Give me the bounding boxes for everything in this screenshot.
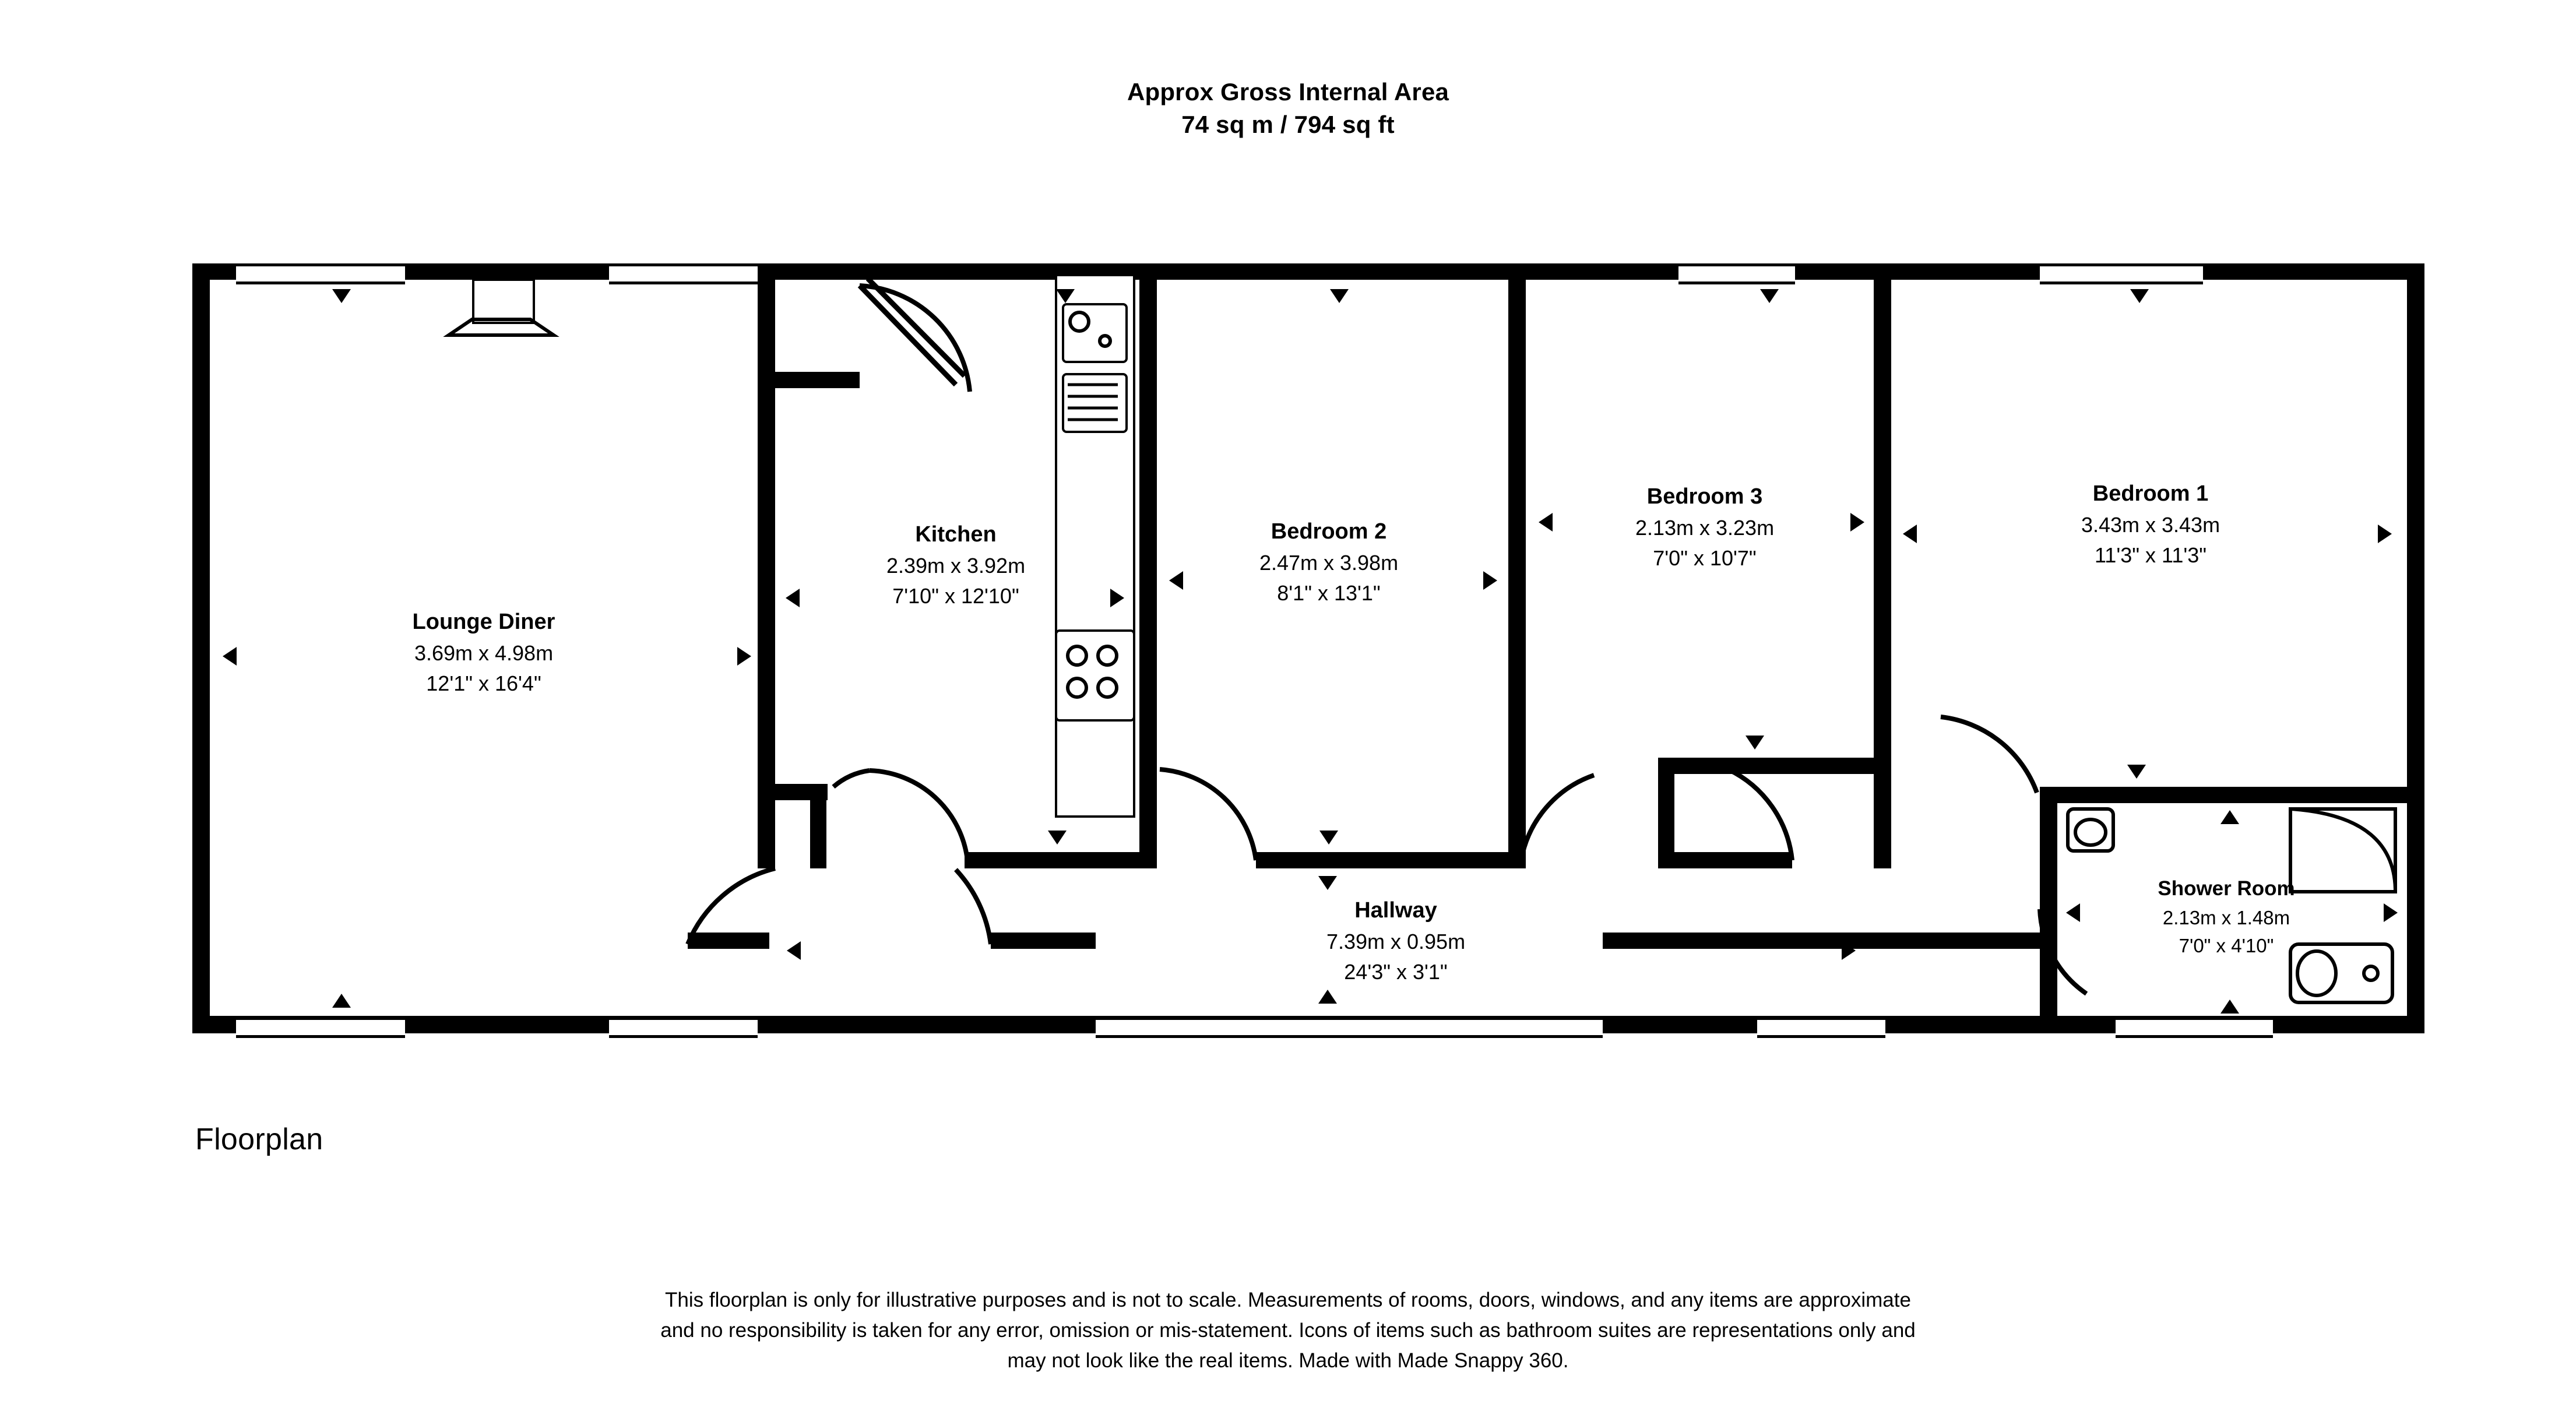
door-swing-entrance <box>860 286 970 392</box>
arrow-bedroom3-top <box>1760 289 1779 303</box>
window-lounge-bottom <box>236 1017 405 1038</box>
arrow-kitchen-bottom <box>1048 831 1067 845</box>
arrow-lounge-top <box>332 289 351 303</box>
room-name: Lounge Diner <box>412 610 555 634</box>
header-line-2: 74 sq m / 794 sq ft <box>1181 111 1395 138</box>
room-name: Kitchen <box>915 522 997 547</box>
door-swing-bedroom2 <box>1160 769 1256 860</box>
disclaimer-line-1: This floorplan is only for illustrative purposes and is not to scale. Measurements of rooms, doors, windows, and any items are approximate <box>665 1289 1911 1311</box>
door-swing-bedroom1 <box>1941 717 2037 793</box>
arrow-hallway-bottom <box>1318 990 1337 1004</box>
room-dimension-imperial: 24'3" x 3'1" <box>1344 960 1448 984</box>
floorplan-title: Floorplan <box>195 1123 323 1156</box>
arrow-bedroom1-bottom <box>2127 765 2146 779</box>
room-dimension-imperial: 11'3" x 11'3" <box>2094 543 2207 568</box>
wall-hall-mid-stub <box>991 933 1096 949</box>
wall-bedroom1-shower <box>2040 787 2424 803</box>
door-swing-store <box>833 770 870 787</box>
window-hall-bottom-2 <box>1096 1017 1603 1038</box>
room-label-bedroom-3 <box>1533 481 1877 573</box>
room-label-kitchen <box>775 519 1136 611</box>
arrow-shower-right <box>2384 903 2398 922</box>
room-dimension-imperial: 7'0" x 4'10" <box>2179 934 2274 956</box>
room-label-shower-room <box>2075 874 2378 959</box>
window-shower-bottom <box>2116 1017 2273 1038</box>
arrow-hallway-top <box>1318 876 1337 890</box>
door-swing-cupboard <box>1728 769 1792 860</box>
arrow-shower-top <box>2220 810 2239 824</box>
room-dimension-metric: 2.13m x 3.23m <box>1635 516 1775 540</box>
window-lounge-top <box>236 263 405 284</box>
disclaimer-text <box>0 1285 2576 1376</box>
arrow-bedroom2-top <box>1330 289 1349 303</box>
wall-hall-shower-stub <box>2040 933 2057 1033</box>
room-dimension-metric: 3.69m x 4.98m <box>414 641 554 666</box>
arrow-lounge-right <box>737 647 751 666</box>
wall-lounge-kitchen <box>758 263 775 867</box>
wall-kitchen-bottom <box>965 852 1157 868</box>
room-dimension-imperial: 7'10" x 12'10" <box>892 584 1019 608</box>
room-name: Shower Room <box>2158 877 2295 900</box>
window-bedroom1-bottom <box>1757 1017 1885 1038</box>
disclaimer-line-3: may not look like the real items. Made with Made Snappy 360. <box>1007 1349 1569 1372</box>
door-swing-kitchen <box>870 770 967 860</box>
door-leaf-entrance-2 <box>868 279 965 376</box>
lounge-fireplace <box>472 279 535 324</box>
room-dimension-imperial: 8'1" x 13'1" <box>1277 581 1381 606</box>
basin-icon <box>2068 809 2113 851</box>
room-name: Bedroom 2 <box>1271 519 1387 544</box>
room-dimension-metric: 2.47m x 3.98m <box>1259 551 1399 575</box>
wall-bedroom3-bottom <box>1658 758 1891 774</box>
arrow-bedroom1-top <box>2130 289 2149 303</box>
arrow-bedroom3-bottom <box>1746 736 1764 750</box>
header-line-1: Approx Gross Internal Area <box>1127 78 1449 105</box>
kitchen-sink <box>1062 303 1128 363</box>
room-name: Bedroom 1 <box>2092 481 2209 506</box>
window-hall-bottom-1 <box>609 1017 758 1038</box>
disclaimer-line-2: and no responsibility is taken for any error, omission or mis-statement. Icons of items such as bathroom suites are representations only and <box>660 1319 1916 1342</box>
arrow-bedroom1-left <box>1903 525 1917 543</box>
room-dimension-metric: 3.43m x 3.43m <box>2081 513 2220 537</box>
room-label-bedroom-2 <box>1160 516 1498 608</box>
room-dimension-metric: 2.13m x 1.48m <box>2162 906 2290 928</box>
arrow-hallway-left <box>787 941 801 960</box>
arrow-bedroom2-bottom <box>1319 831 1338 845</box>
window-lounge-top-2 <box>609 263 758 284</box>
window-bedroom3-top <box>1678 263 1795 284</box>
room-dimension-imperial: 7'0" x 10'7" <box>1653 546 1757 571</box>
toilet-cistern-icon <box>2364 966 2378 980</box>
door-swing-bedroom3 <box>1521 775 1594 860</box>
wall-kitchen-entry-lower <box>758 784 775 868</box>
room-dimension-imperial: 12'1" x 16'4" <box>426 671 541 696</box>
arrow-bedroom1-right <box>2378 525 2392 543</box>
room-label-hallway <box>1166 895 1626 987</box>
arrow-lounge-bottom <box>332 994 351 1008</box>
room-name: Bedroom 3 <box>1646 484 1763 509</box>
wall-cupboard-bottom <box>1658 852 1792 868</box>
wall-hall-right-stub <box>1603 933 2051 949</box>
arrow-lounge-left <box>223 647 237 666</box>
room-dimension-metric: 7.39m x 0.95m <box>1326 930 1466 954</box>
room-label-bedroom-1 <box>1976 478 2325 571</box>
arrow-kitchen-top <box>1056 289 1075 303</box>
arrow-shower-bottom <box>2220 1000 2239 1014</box>
room-name: Hallway <box>1354 898 1437 923</box>
arrow-hallway-right <box>1842 941 1856 960</box>
room-label-lounge-diner <box>280 606 688 699</box>
wall-kitchen-porch <box>758 372 860 388</box>
wall-bedroom2-bottom <box>1256 852 1518 868</box>
door-swing-hall <box>956 870 991 944</box>
wall-hall-left-stub <box>688 933 769 949</box>
wall-kitchen-bedroom2 <box>1139 263 1157 868</box>
door-leaf-entrance <box>860 286 956 385</box>
wall-porch-stub-v <box>810 784 826 868</box>
kitchen-hob <box>1055 629 1135 722</box>
room-dimension-metric: 2.39m x 3.92m <box>886 554 1026 578</box>
basin-bowl-icon <box>2075 819 2106 845</box>
window-bedroom1-top <box>2040 263 2203 284</box>
wall-bedroom2-bedroom3 <box>1508 263 1526 868</box>
wall-exterior-left-thick <box>192 263 210 1033</box>
kitchen-draining-board <box>1062 373 1128 433</box>
wall-exterior-right-thick <box>2407 263 2424 1033</box>
